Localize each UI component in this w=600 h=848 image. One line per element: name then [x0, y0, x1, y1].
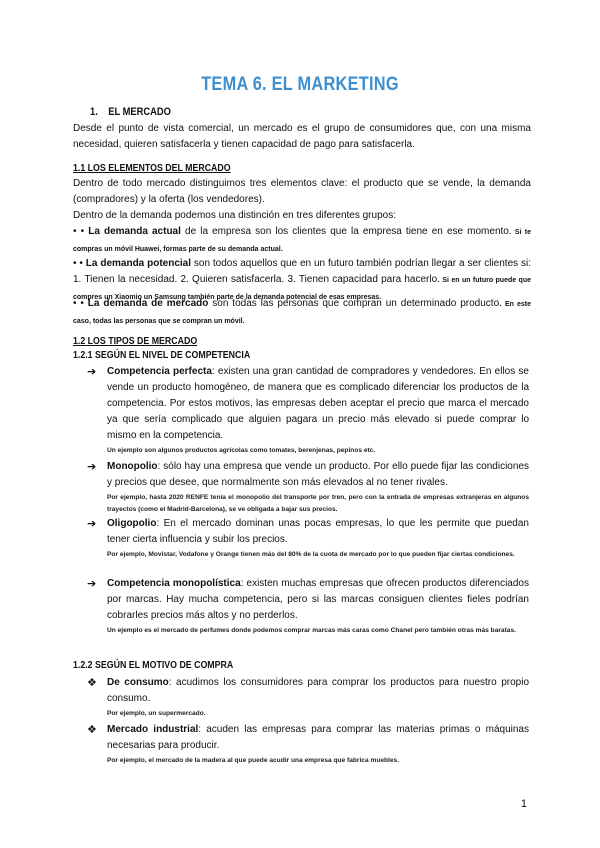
item-example: Un ejemplo es el mercado de perfumes donde podemos comprar marcas más caras como Chanel pero también otras más baratas. — [107, 627, 516, 634]
item-body — [107, 516, 529, 548]
item-text: : sólo hay una empresa que vende un producto. Por ello puede fijar las condiciones y precios que desee, que normalmente son más elevados al no tener rivales. — [107, 461, 529, 488]
item-label: La demanda de mercado — [87, 298, 209, 309]
item-text: : En el mercado dominan unas pocas empresas, lo que les permite que puedan tener cierta influencia y subir los precios. — [107, 518, 529, 545]
item-note: Si en un futuro puede que compres un Xiaomio un Samsung también parte de la demanda potencial de esas empresas. — [73, 277, 531, 301]
item-label: Competencia perfecta — [107, 366, 212, 377]
market-type-item — [107, 576, 529, 637]
item-body — [107, 364, 529, 444]
item-text: son todos aquellos que en un futuro también podrían llegar a ser clientes si: 1. Tienen la necesidad. 2. Quieren satisfacerla. 3. Tienen capacidad para hacerlo. — [73, 258, 532, 285]
right-arrow-icon: ➔ — [87, 578, 97, 590]
bullet: • • — [73, 258, 83, 269]
diamond-bullet-icon: ❖ — [87, 677, 97, 689]
section-1-2-1-heading: 1.2.1 SEGÚN EL NIVEL DE COMPETENCIA — [73, 350, 251, 361]
item-example: Por ejemplo, un supermercado. — [107, 710, 206, 717]
demand-item-actual — [73, 224, 531, 258]
item-text: de la empresa son los clientes que la empresa tiene en ese momento. — [180, 226, 512, 237]
item-example: Un ejemplo son algunos productos agrícolas como tomates, berenjenas, pepinos etc. — [107, 447, 376, 454]
item-example: Por ejemplo, el mercado de la madera al que puede acudir una empresa que fabrica muebles. — [107, 757, 400, 764]
item-text: : acuden las empresas para comprar las materias primas o máquinas necesarias para producir. — [107, 724, 529, 751]
document-title: TEMA 6. EL MARKETING — [201, 74, 399, 95]
item-note: Si te compras un móvil Huawei, formas parte de su demanda actual. — [73, 229, 532, 253]
right-arrow-icon: ➔ — [87, 366, 97, 378]
item-body — [107, 675, 529, 707]
item-label: Competencia monopolística — [107, 578, 241, 589]
item-body — [107, 722, 529, 754]
bullet: • • — [73, 226, 85, 237]
purchase-type-item — [107, 722, 529, 767]
purchase-type-item — [107, 675, 529, 720]
market-type-item — [107, 459, 529, 516]
bullet: • • — [73, 298, 84, 309]
item-label: Mercado industrial — [107, 724, 199, 735]
item-text: : existen muchas empresas que ofrecen productos diferenciados por marcas. Hay mucha competencia, pero si las marcas consiguen clientes fieles podrían cobrarles precios más altos y no perderlos. — [107, 578, 529, 621]
page-number: 1 — [520, 798, 527, 810]
item-example: Por ejemplo, Movistar, Vodafone y Orange tienen más del 80% de la cuota de mercado por lo que pueden fijar ciertas condiciones. — [107, 551, 515, 558]
section-number: 1. — [90, 106, 98, 118]
section-1-1-heading: 1.1 LOS ELEMENTOS DEL MERCADO — [73, 163, 231, 174]
intro-paragraph: Desde el punto de vista comercial, un mercado es el grupo de consumidores que, con una misma necesidad, quieren satisfacerla y tienen capacidad de pago para satisfacerla. — [73, 123, 531, 150]
elements-paragraph: Dentro de todo mercado distinguimos tres elementos clave: el producto que se vende, la demanda (compradores) y la oferta (los vendedores). — [73, 178, 531, 205]
item-label: La demanda potencial — [85, 258, 192, 269]
item-label: La demanda actual — [88, 226, 181, 237]
item-body — [107, 576, 529, 624]
market-type-item — [107, 516, 529, 561]
market-type-item — [107, 364, 529, 457]
right-arrow-icon: ➔ — [87, 461, 97, 473]
item-text: : existen una gran cantidad de compradores y vendedores. En ellos se vende un producto homogéneo, de manera que es complicado diferenciar los productos de la competencia. Por estos motivos, las empresas deben aceptar el precio que marca el mercado ya que sería complicado que alguien pagara un precio más elevado si puede comprar lo mismo en la competencia. — [107, 366, 529, 441]
item-text: : acudimos los consumidores para comprar los productos para nuestro propio consumo. — [107, 677, 530, 704]
item-note: En este caso, todas las personas que se compran un móvil. — [73, 301, 532, 325]
section-title: EL MERCADO — [108, 106, 171, 118]
diamond-bullet-icon: ❖ — [87, 724, 97, 736]
item-label: Monopolio — [107, 461, 158, 472]
item-text: son todas las personas que compran un determinado producto. — [208, 298, 502, 309]
item-example: Por ejemplo, hasta 2020 RENFE tenía el monopolio del transporte por tren, pero con la entrada de empresas extranjeras en algunos trayectos (como el Madrid-Barcelona), se ve obligada a bajar sus precios. — [107, 494, 529, 513]
demand-item-mercado — [73, 296, 531, 330]
right-arrow-icon: ➔ — [87, 518, 97, 530]
item-label: De consumo — [107, 677, 169, 688]
section-1-2-2-heading: 1.2.2 SEGÚN EL MOTIVO DE COMPRA — [73, 660, 234, 671]
section-1-2-heading: 1.2 LOS TIPOS DE MERCADO — [73, 336, 198, 347]
demand-intro-paragraph: Dentro de la demanda podemos una distinción en tres diferentes grupos: — [73, 210, 396, 221]
section-1-heading — [90, 106, 171, 118]
item-label: Oligopolio — [107, 518, 157, 529]
item-body — [107, 459, 529, 491]
